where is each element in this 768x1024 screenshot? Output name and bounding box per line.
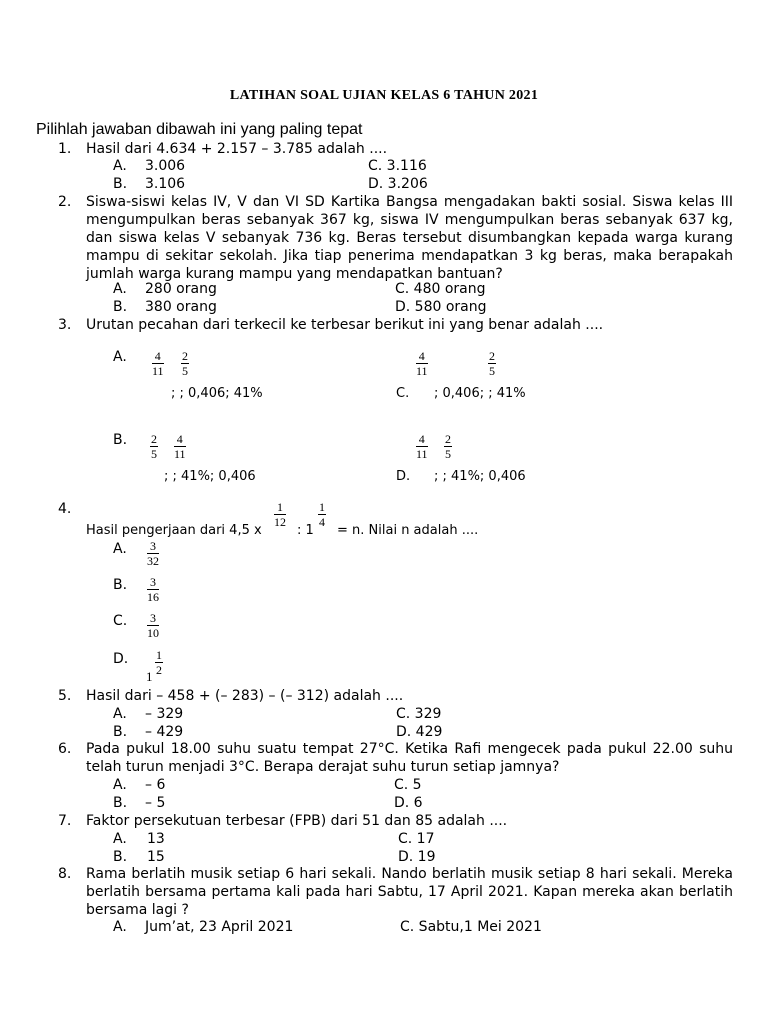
q3-option-a-fraction-2: [181, 349, 189, 378]
q7-option-d: D. 19: [398, 849, 436, 865]
q1-option-a-letter: A.: [113, 158, 127, 174]
q8-number: 8.: [58, 866, 72, 882]
q2-option-b-letter: B.: [113, 299, 128, 315]
q5-option-a-letter: A.: [113, 706, 127, 722]
q2-number: 2.: [58, 194, 72, 210]
q1-number: 1.: [58, 141, 72, 157]
q3-option-a-fraction-1: [152, 349, 164, 378]
q5-option-b-letter: B.: [113, 724, 128, 740]
q1-option-b-letter: B.: [113, 176, 128, 192]
q5-text: Hasil dari – 458 + (– 283) – (– 312) adalah ....: [86, 688, 404, 704]
q3-number: 3.: [58, 317, 72, 333]
numerator: 1: [156, 648, 162, 662]
q4-option-d-fraction: [155, 648, 163, 677]
q6-option-a-letter: A.: [113, 777, 127, 793]
q6-option-b-value: – 5: [145, 795, 166, 811]
q6-number: 6.: [58, 741, 72, 757]
q7-number: 7.: [58, 813, 72, 829]
denominator: 11: [152, 364, 164, 378]
q3-option-b-fraction-1: [150, 432, 158, 461]
denominator: 12: [274, 515, 286, 529]
q7-option-a-letter: A.: [113, 831, 127, 847]
q1-option-d: D. 3.206: [368, 176, 428, 192]
q2-option-a-value: 280 orang: [145, 281, 217, 297]
q3-option-a-rest: ; ; 0,406; 41%: [171, 386, 263, 401]
numerator: 1: [274, 500, 286, 515]
q7-option-c: C. 17: [398, 831, 435, 847]
q2-option-b-value: 380 orang: [145, 299, 217, 315]
q6-text: Pada pukul 18.00 suhu suatu tempat 27°C. Ketika Rafi mengecek pada pukul 22.00 suhu telah turun menjadi 3°C. Berapa derajat suhu turun setiap jamnya?: [86, 741, 733, 775]
numerator: 3: [147, 575, 159, 590]
numerator: 4: [416, 349, 428, 364]
q4-option-d-whole: 1: [146, 669, 153, 684]
q4-text-after: = n. Nilai n adalah ....: [337, 523, 479, 538]
q4-option-a-letter: A.: [113, 541, 127, 557]
numerator: 2: [445, 432, 451, 446]
q7-option-b-value: 15: [147, 849, 165, 865]
denominator: 11: [416, 364, 428, 378]
q7-option-b-letter: B.: [113, 849, 128, 865]
denominator: 10: [147, 626, 159, 640]
numerator: 3: [147, 539, 159, 554]
q4-number: 4.: [58, 501, 72, 517]
q4-colon: : 1: [297, 523, 314, 538]
numerator: 3: [147, 611, 159, 626]
denominator: 5: [151, 447, 157, 461]
q3-option-d-fraction-2: [444, 432, 452, 461]
q6-option-a-value: – 6: [145, 777, 166, 793]
q4-option-c-letter: C.: [113, 613, 128, 629]
q3-option-c-letter: C.: [396, 386, 410, 401]
q2-option-a-letter: A.: [113, 281, 127, 297]
instruction-text: Pilihlah jawaban dibawah ini yang paling tepat: [36, 121, 363, 138]
numerator: 2: [489, 349, 495, 363]
q4-option-c-fraction: [147, 611, 159, 640]
numerator: 1: [319, 500, 325, 514]
q3-option-d-rest: ; ; 41%; 0,406: [434, 469, 526, 484]
numerator: 2: [182, 349, 188, 363]
denominator: 5: [182, 364, 188, 378]
q4-option-b-letter: B.: [113, 577, 128, 593]
denominator: 16: [147, 590, 159, 604]
q7-option-a-value: 13: [147, 831, 165, 847]
q1-option-c: C. 3.116: [368, 158, 427, 174]
q8-option-a-value: Jum’at, 23 April 2021: [145, 919, 294, 935]
denominator: 11: [416, 447, 428, 461]
q4-option-b-fraction: [147, 575, 159, 604]
q6-option-d: D. 6: [394, 795, 423, 811]
denominator: 32: [147, 554, 159, 568]
q8-option-c: C. Sabtu,1 Mei 2021: [400, 919, 542, 935]
q4-option-a-fraction: [147, 539, 159, 568]
q3-option-b-fraction-2: [174, 432, 186, 461]
q6-option-c: C. 5: [394, 777, 422, 793]
denominator: 11: [174, 447, 186, 461]
q3-option-c-fraction-1: [416, 349, 428, 378]
q4-option-d-letter: D.: [113, 651, 129, 667]
q3-option-d-letter: D.: [396, 469, 411, 484]
worksheet-title: LATIHAN SOAL UJIAN KELAS 6 TAHUN 2021: [229, 88, 539, 103]
q6-option-b-letter: B.: [113, 795, 128, 811]
q2-text: Siswa-siswi kelas IV, V dan VI SD Kartika Bangsa mengadakan bakti sosial. Siswa kelas III mengumpulkan beras sebanyak 367 kg, siswa IV mengumpulkan beras sebanyak 637 kg, dan siswa kelas V sebanyak 736 kg. Beras tersebut disumbangkan kepada warga kurang mampu di sekitar sekolah. Jika tiap penerima mendapatkan 3 kg beras, maka berapakah jumlah warga kurang mampu yang mendapatkan bantuan?: [86, 194, 733, 282]
q3-text: Urutan pecahan dari terkecil ke terbesar berikut ini yang benar adalah ....: [86, 317, 604, 333]
denominator: 5: [489, 364, 495, 378]
q4-fraction-1: [274, 500, 286, 529]
q1-text: Hasil dari 4.634 + 2.157 – 3.785 adalah ....: [86, 141, 388, 157]
q4-fraction-2: [318, 500, 326, 529]
q2-option-c: C. 480 orang: [395, 281, 486, 297]
q5-option-a-value: – 329: [145, 706, 184, 722]
numerator: 4: [152, 349, 164, 364]
q3-option-c-fraction-2: [488, 349, 496, 378]
q1-option-a-value: 3.006: [145, 158, 186, 174]
q4-text-before: Hasil pengerjaan dari 4,5 x: [86, 523, 262, 538]
numerator: 4: [174, 432, 186, 447]
q8-text: Rama berlatih musik setiap 6 hari sekali. Nando berlatih musik setiap 8 hari sekali. Mereka berlatih bersama pertama kali pada hari Sabtu, 17 April 2021. Kapan mereka akan berlatih bersama lagi ?: [86, 866, 733, 918]
q2-option-d: D. 580 orang: [395, 299, 487, 315]
q3-option-c-rest: ; 0,406; ; 41%: [434, 386, 526, 401]
q7-text: Faktor persekutuan terbesar (FPB) dari 51 dan 85 adalah ....: [86, 813, 508, 829]
q5-number: 5.: [58, 688, 72, 704]
numerator: 4: [416, 432, 428, 447]
denominator: 2: [156, 663, 162, 677]
numerator: 2: [151, 432, 157, 446]
q5-option-d: D. 429: [396, 724, 443, 740]
q5-option-c: C. 329: [396, 706, 442, 722]
denominator: 5: [445, 447, 451, 461]
denominator: 4: [319, 515, 325, 529]
q3-option-b-letter: B.: [113, 432, 128, 448]
q1-option-b-value: 3.106: [145, 176, 186, 192]
q3-option-d-fraction-1: [416, 432, 428, 461]
q5-option-b-value: – 429: [145, 724, 184, 740]
q3-option-b-rest: ; ; 41%; 0,406: [164, 469, 256, 484]
q3-option-a-letter: A.: [113, 349, 127, 365]
q8-option-a-letter: A.: [113, 919, 127, 935]
